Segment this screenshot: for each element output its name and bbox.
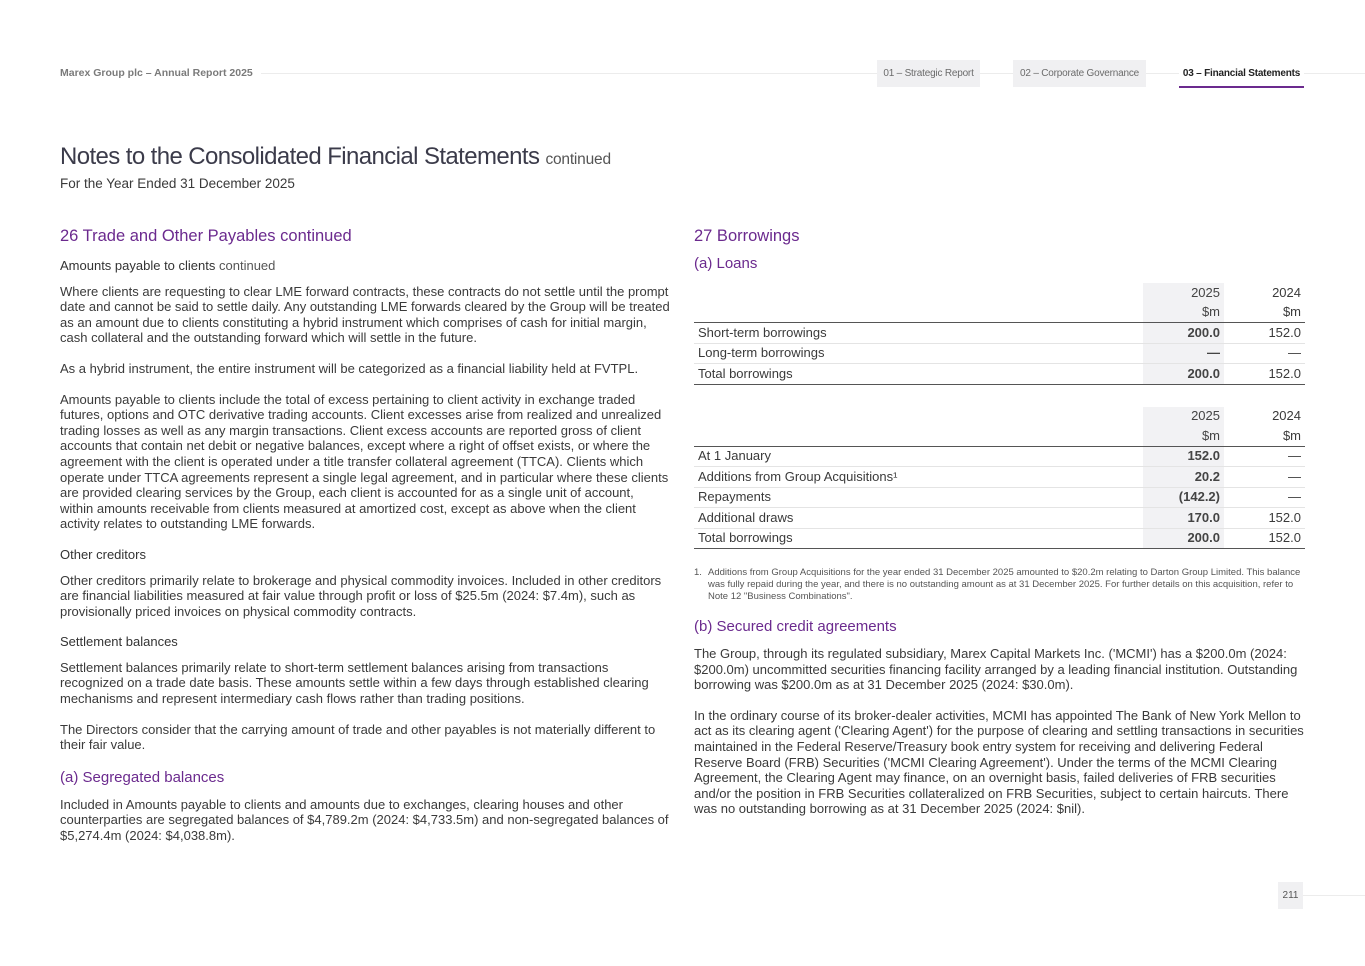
value-2024: —: [1224, 487, 1305, 508]
value-2024: —: [1224, 467, 1305, 488]
row-label: Short-term borrowings: [694, 323, 1143, 344]
paragraph: As a hybrid instrument, the entire instrument will be categorized as a financial liability held at FVTPL.: [60, 360, 639, 376]
page-subtitle: For the Year Ended 31 December 2025: [60, 176, 295, 191]
report-name: Marex Group plc – Annual Report 2025: [60, 67, 261, 79]
table-total-row: [694, 364, 1305, 385]
page-title-main: Notes to the Consolidated Financial Statements: [60, 143, 540, 170]
paragraph: Included in Amounts payable to clients and amounts due to exchanges, clearing houses and other counterparties are segregated balances of $4,789.2m (2024: $4,733.5m) and non-segregated balances of $5,274.4m (2024: $4,038.8m).: [60, 796, 669, 844]
value-2024: 152.0: [1224, 364, 1305, 385]
value-2024: —: [1224, 343, 1305, 364]
table-row: [694, 343, 1305, 364]
year-2024-header: 2024: [1272, 408, 1301, 424]
value-2025: —: [1143, 343, 1224, 364]
row-label: Total borrowings: [694, 528, 1143, 549]
footnote-number: 1.: [694, 567, 702, 578]
segregated-balances-heading: (a) Segregated balances: [60, 768, 225, 786]
section-26-title: [60, 226, 670, 246]
table-units-blank: [694, 303, 1143, 323]
row-label: Total borrowings: [694, 364, 1143, 385]
value-2024: 152.0: [1224, 508, 1305, 529]
paragraph: In the ordinary course of its broker-dealer activities, MCMI has appointed The Bank of New York Mellon to act as its clearing agent ('Clearing Agent') for the purpose of clearing and settling transactions in securities maintained in the Federal Reserve/Treasury book entry system for receiving and delivering Federal Reserve Board (FRB) Securities ('MCMI Clearing Agreement'). Under the terms of the MCMI Clearing Agreement, the Clearing Agent may finance, on an overnight basis, failed deliveries of FRB securities and/or the position in FRB Securities collateralized on FRB Securities, subject to certain haircuts. There was no outstanding borrowing as at 31 December 2025 (2024: $nil).: [694, 707, 1304, 817]
section-26-label: 26 Trade and Other Payables: [60, 227, 276, 245]
value-2024: 152.0: [1224, 323, 1305, 344]
footnote: [694, 567, 1306, 603]
tab-financial-statements[interactable]: 03 – Financial Statements: [1179, 60, 1304, 88]
table-row: [694, 467, 1305, 488]
amounts-payable-heading: [60, 258, 670, 274]
amounts-payable-suffix: continued: [219, 258, 276, 273]
value-2024: —: [1224, 446, 1305, 467]
page-number: 211: [1278, 882, 1303, 909]
value-2025: 170.0: [1143, 508, 1224, 529]
table-header-row: [694, 283, 1305, 303]
value-2024: 152.0: [1224, 528, 1305, 549]
secured-credit-heading: (b) Secured credit agreements: [694, 618, 897, 635]
table-total-row: [694, 528, 1305, 549]
value-2025: 200.0: [1143, 323, 1224, 344]
table-header-blank: [694, 407, 1143, 427]
left-column: [60, 226, 670, 859]
section-26-suffix: continued: [280, 227, 352, 245]
paragraph: The Directors consider that the carrying amount of trade and other payables is not materially different to their fair value.: [60, 721, 656, 753]
value-2025: 200.0: [1143, 528, 1224, 549]
table-row: [694, 508, 1305, 529]
paragraph: Where clients are requesting to clear LME forward contracts, these contracts do not settle until the prompt date and cannot be said to settle daily. Any outstanding LME forwards cleared by the Group will be treated as an amount due to clients constituting a hybrid instrument which comprises of cash for initial margin, cash collateral and the outstanding forward which will settle in the future.: [60, 283, 670, 346]
value-2025: 200.0: [1143, 364, 1224, 385]
table-row: [694, 446, 1305, 467]
other-creditors-heading: Other creditors: [60, 546, 146, 562]
right-column: [694, 226, 1306, 832]
table-row: [694, 323, 1305, 344]
row-label: At 1 January: [694, 446, 1143, 467]
value-2025: (142.2): [1143, 487, 1224, 508]
loans-heading: (a) Loans: [694, 255, 758, 272]
table-units-row: [694, 303, 1305, 323]
year-2024-header: 2024: [1272, 284, 1301, 300]
paragraph: Other creditors primarily relate to brokerage and physical commodity invoices. Included in other creditors are financial liabilities measured at fair value through profit or loss of $25.5m (2024: $7.4m), such as provisionally priced invoices on physical commodity contracts.: [60, 572, 662, 619]
table-header-row: [694, 407, 1305, 427]
unit-2024: $m: [1224, 426, 1305, 446]
section-27-title: 27 Borrowings: [694, 227, 800, 245]
loans-table: [694, 283, 1305, 385]
tab-strategic-report[interactable]: 01 – Strategic Report: [877, 60, 980, 87]
footer-rule: [1303, 895, 1365, 896]
paragraph: The Group, through its regulated subsidiary, Marex Capital Markets Inc. ('MCMI') has a $200.0m (2024: $200.0m) uncommitted securities financing facility arranged by a leading financial institution. Outstanding borrowing was $200.0m as at 31 December 2025 (2024: $30.0m).: [694, 646, 1298, 693]
page-title: [60, 143, 611, 171]
unit-2024: $m: [1224, 303, 1305, 323]
value-2025: 152.0: [1143, 446, 1224, 467]
borrowings-movement-table: [694, 407, 1305, 550]
row-label: Long-term borrowings: [694, 343, 1143, 364]
table-header-blank: [694, 283, 1143, 303]
settlement-balances-heading: Settlement balances: [60, 634, 178, 650]
table-units-blank: [694, 426, 1143, 446]
paragraph: Amounts payable to clients include the total of excess pertaining to client activity in exchange traded futures, options and OTC derivative trading accounts. Client excesses arise from realized and unrealized trading losses as well as any margin transactions. Client excess accounts are reported gross of client accounts that contain net debit or negative balances, except where a right of offset exists, or where the agreement with the client is operated under a title transfer collateral agreement (TTCA). Clients which operate under TTCA agreements represent a single legal agreement, and in particular where these clients are provided clearing services by the Group, each client is accounted for as a single unit of account, within amounts receivable from clients measured at amortized cost, except as above when the client activity relates to outstanding LME forwards.: [60, 391, 669, 532]
year-2025-header: 2025: [1143, 283, 1224, 303]
unit-2025: $m: [1143, 303, 1224, 323]
row-label: Additional draws: [694, 508, 1143, 529]
tab-corporate-governance[interactable]: 02 – Corporate Governance: [1013, 60, 1146, 87]
footnote-text: Additions from Group Acquisitions for the year ended 31 December 2025 amounted to $20.2m relating to Darton Group Limited. This balance was fully repaid during the year, and there is no outstanding amount as at 31 December 2025. For further details on this acquisition, refer to Note 12 "Business Combinations".: [708, 567, 1301, 602]
unit-2025: $m: [1143, 426, 1224, 446]
year-2025-header: 2025: [1143, 407, 1224, 427]
table-row: [694, 487, 1305, 508]
amounts-payable-label: Amounts payable to clients: [60, 258, 216, 273]
value-2025: 20.2: [1143, 467, 1224, 488]
paragraph: Settlement balances primarily relate to short-term settlement balances arising from transactions recognized on a trade date basis. These amounts settle within a few days through established clearing mechanisms and represent intermediary cash flows rather than trading positions.: [60, 659, 649, 707]
row-label: Repayments: [694, 487, 1143, 508]
row-label: Additions from Group Acquisitions¹: [694, 467, 1143, 488]
page-title-suffix: continued: [545, 151, 611, 168]
table-units-row: [694, 426, 1305, 446]
